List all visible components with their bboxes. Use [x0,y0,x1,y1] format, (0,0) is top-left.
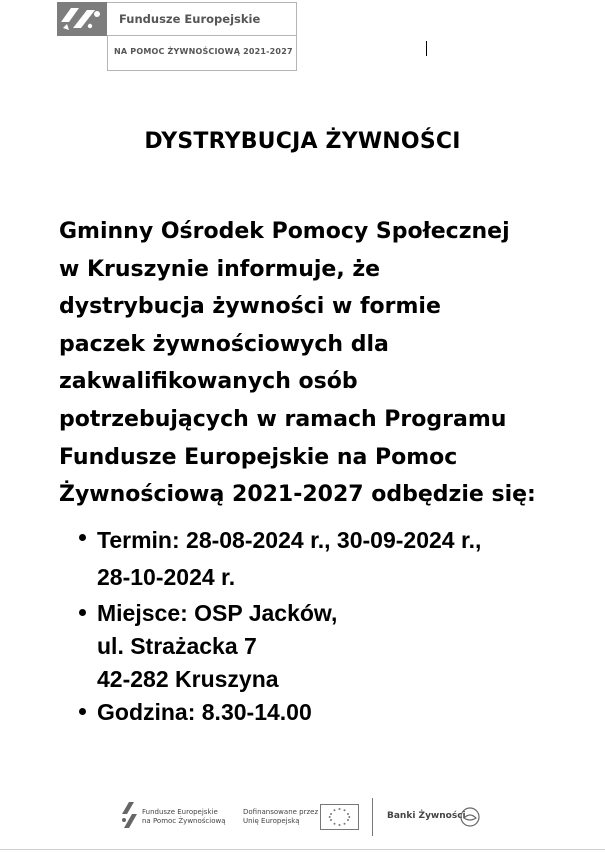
header-logo [57,2,299,71]
footer-divider [372,798,373,836]
fe-footer-line: na Pomoc Żywnościową [142,817,226,825]
details-list [97,522,587,729]
page-title: DYSTRYBUCJA ŻYWNOŚCI [144,129,461,154]
fe-small-logo-icon [120,800,138,832]
list-item-term [97,522,587,596]
intro-paragraph [59,213,579,514]
intro-line: w Kruszynie informuje, że [59,256,381,282]
place-postcode: 42-282 Kruszyna [97,666,279,692]
footer-logos [0,795,605,840]
list-item-hour [97,696,587,729]
hours: Godzina: 8.30-14.00 [97,699,312,725]
term-dates: Termin: 28-08-2024 r., 30-09-2024 r., [97,527,482,553]
term-dates-continued: 28-10-2024 r. [97,564,236,590]
intro-line: paczek żywnościowych dla [59,331,389,357]
page-bottom-border [0,849,605,850]
fe-footer-text [142,808,226,826]
intro-line: potrzebujących w ramach Programu [59,406,507,432]
intro-line: Gminny Ośrodek Pomocy Społecznej [59,219,510,244]
banki-zywnosci-text: Banki Żywności [387,811,466,821]
eu-footer-line: Unię Europejską [243,817,300,825]
text-cursor [426,41,427,56]
eu-footer-line: Dofinansowane przez [243,808,319,816]
eu-flag-icon [320,804,359,830]
fe-logo-title [107,2,297,36]
place-name: Miejsce: OSP Jacków, [97,600,338,626]
food-bank-logo-icon [459,806,481,828]
intro-line: Fundusze Europejskie na Pomoc [59,444,458,470]
fe-program-subtitle: NA POMOC ŻYWNOŚCIOWĄ 2021-2027 [114,47,293,56]
fe-logo-icon [57,2,107,36]
fe-footer-line: Fundusze Europejskie [142,808,218,816]
place-street: ul. Strażacka 7 [97,633,257,659]
intro-line: zakwalifikowanych osób [59,369,358,395]
intro-line: dystrybucja żywności w formie [59,294,441,320]
fe-logo-subtitle-box [107,36,297,71]
fe-program-name: Fundusze Europejskie [119,12,261,26]
eu-funding-text [243,808,318,826]
list-item-place [97,597,587,696]
intro-line: Żywnościową 2021-2027 odbędzie się: [59,482,536,508]
